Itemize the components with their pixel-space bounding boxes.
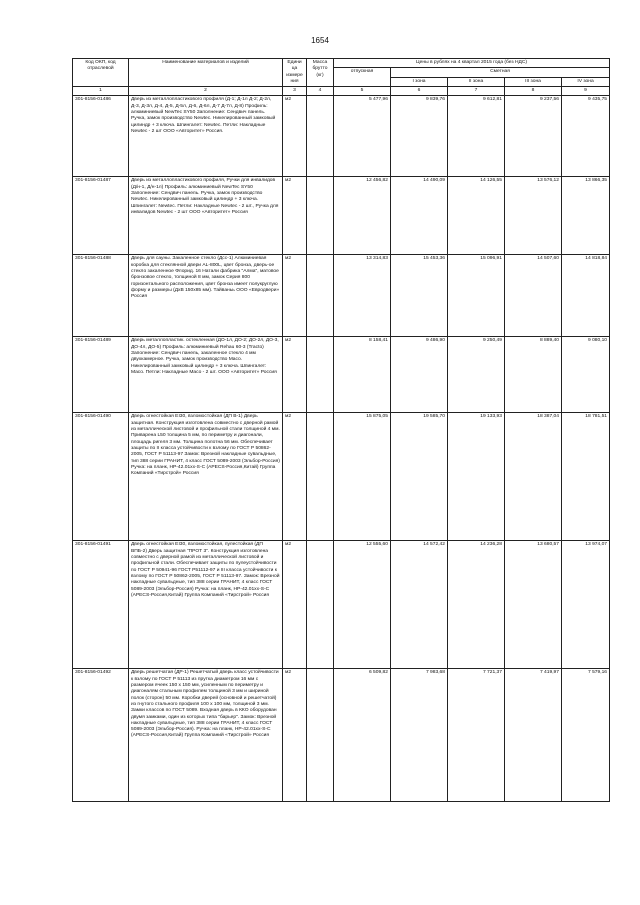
- column-index: 5: [334, 87, 391, 96]
- header-zone-4: IV зона: [562, 77, 610, 86]
- header-unit: Едини ца измере ния: [283, 59, 307, 87]
- header-zone-2: II зона: [448, 77, 505, 86]
- page-number: 1654: [311, 36, 329, 45]
- row-release-price: 6 509,82: [334, 669, 391, 802]
- table-row: [73, 255, 610, 337]
- row-mass: [307, 96, 334, 177]
- row-release-price: 12 456,82: [334, 177, 391, 255]
- row-zone-4-price: 18 781,51: [562, 413, 610, 541]
- row-unit: м2: [283, 337, 307, 413]
- row-release-price: 12 555,60: [334, 541, 391, 669]
- row-zone-1-price: 14 490,09: [391, 177, 448, 255]
- table-row: [73, 541, 610, 669]
- table-row: [73, 413, 610, 541]
- row-unit: м2: [283, 177, 307, 255]
- row-code: 301-8156-01487: [73, 177, 129, 255]
- column-index: 2: [129, 87, 283, 96]
- row-zone-3-price: 9 237,56: [505, 96, 562, 177]
- row-mass: [307, 413, 334, 541]
- row-release-price: 8 158,41: [334, 337, 391, 413]
- column-index: 7: [448, 87, 505, 96]
- table-row: [73, 669, 610, 802]
- row-mass: [307, 255, 334, 337]
- row-description: Дверь из металлопластикового профиля, Ручки для инвалидов (Д/н-1, Д/н-1л) Профиль: алюминиевый NewTec SY50 Заполнение: Сендвич панель. Ручка, замок производство Newtec. Никелированный замковый цилиндр + 3 ключа. Шпингалет: Newtec. Петли: Накладные Newtec - 2 шт., Ручка для инвалидов Newtec - 2 шт ООО «Авторитет» Россия: [129, 177, 283, 255]
- header-row-1: [73, 59, 610, 68]
- row-description: Дверь из металлопластикового профиля (Д-1; Д-1л Д-2; Д-2л, Д-3, Д-3л, Д-4, Д-5, Д-5л, Д-6, Д-6л, Д-7 Д-7л, Д-8) Профиль: алюминиевый NewTec SY50 Заполнение: Сендвич панель. Ручка, замок производство Newtec. Никелированный замковый цилиндр + 3 ключа. Шпингалет: Newtec. Петли: Накладные Newtec - 2 шт ООО «Авторитет» Россия.: [129, 96, 283, 177]
- row-zone-3-price: 13 680,57: [505, 541, 562, 669]
- row-code: 301-8156-01488: [73, 255, 129, 337]
- header-zone-1: I зона: [391, 77, 448, 86]
- row-mass: [307, 337, 334, 413]
- price-table: [72, 58, 610, 802]
- row-zone-2-price: 9 612,81: [448, 96, 505, 177]
- row-zone-2-price: 14 126,55: [448, 177, 505, 255]
- row-description: Дверь решетчатая (ДР-1) Решетчатый дверь класс устойчивости к взлому по ГОСТ Р 51113 из прутка диаметром 16 мм с размером ячеек 150 х 150 мм, усиленным по периметру и диагоналям стальным профилем толщиной 3 мм и шириной полок (сторон) 50 мм. Коробки дверей (основной и решетчатой) из гнутого стального профиля 100 х 100 мм, толщиной 3 мм. Замки классов по ГОСТ 5089. Входная дверь в ККО оборудован двумя замками, один из которых типа "барьер". Замок: Врезной накладные сувальдные, тип 388 серии ГРАНИТ, 4 класс ГОСТ 5089-2003 (Эльбор-Россия). Ручка: на планк, НР-42.01хх-S-С (APECS-Россия,Китай) Группа Компаний «Тирстрой» Россия: [129, 669, 283, 802]
- row-zone-2-price: 14 236,28: [448, 541, 505, 669]
- row-code: 301-8156-01489: [73, 337, 129, 413]
- column-index: 1: [73, 87, 129, 96]
- row-zone-4-price: 7 579,16: [562, 669, 610, 802]
- row-unit: м2: [283, 541, 307, 669]
- header-mass: Масса брутто (кг): [307, 59, 334, 87]
- header-zone-3: III зона: [505, 77, 562, 86]
- row-zone-3-price: 8 889,40: [505, 337, 562, 413]
- row-zone-3-price: 7 419,97: [505, 669, 562, 802]
- row-mass: [307, 669, 334, 802]
- row-zone-2-price: 19 133,93: [448, 413, 505, 541]
- table-row: [73, 337, 610, 413]
- row-unit: м2: [283, 669, 307, 802]
- column-index: 9: [562, 87, 610, 96]
- row-code: 301-8156-01490: [73, 413, 129, 541]
- header-name: Наименование материалов и изделий: [129, 59, 283, 87]
- row-zone-4-price: 9 080,10: [562, 337, 610, 413]
- row-zone-1-price: 9 839,76: [391, 96, 448, 177]
- column-index: 3: [283, 87, 307, 96]
- row-unit: м2: [283, 413, 307, 541]
- row-description: Дверь металлопластик. остекленная (ДО-1л, ДО-2; ДО-2л, ДО-3, ДО-4л, ДО-5) Профиль: алюминиевый Rehau 60-3 (Tracto) Заполнение: Сендвич панель, закаленное стекло 4 мм двухкамерное. Ручка, замок производство Maco. Никелированный замковый цилиндр + 3 ключа. Шпингалет: Maco. Петли: Накладные Maco - 2 шт. ООО «Авторитет» Россия: [129, 337, 283, 413]
- table-row: [73, 177, 610, 255]
- row-zone-2-price: 9 250,49: [448, 337, 505, 413]
- row-zone-1-price: 7 983,68: [391, 669, 448, 802]
- row-zone-1-price: 14 572,42: [391, 541, 448, 669]
- row-code: 301-8156-01491: [73, 541, 129, 669]
- row-zone-4-price: 9 435,75: [562, 96, 610, 177]
- row-description: Дверь огнестойкая EI30, взломостойкая, пулестойкая (ДП ВПБ-2) Дверь защитная "ПРОТ 3". Конструкция изготовлена совместно с дверной рамой из металлической листовой и профильной стали. Обеспечивает защиты по пулеустойчивости по ГОСТ Р 50941-96 ГОСТ Р51112-97 и III класса устойчивости к взлому по ГОСТ Р 50862-2005, ГОСТ Р 51113-97. Замок: Врезной накладные сувальдные, тип 388 серии ГРАНИТ, 4 класс ГОСТ 5089-2003 (Эльбор-Россия) Ручка: на планк, НР-42.01хх-S-С (APECS-Россия,Китай) Группа Компаний «Тирстрой» Россия: [129, 541, 283, 669]
- table-row: [73, 96, 610, 177]
- row-zone-1-price: 19 585,70: [391, 413, 448, 541]
- column-index-row: [73, 87, 610, 96]
- header-price-title: Цены в рублях на 4 квартал 2015 года (без НДС): [334, 59, 610, 68]
- row-zone-1-price: 15 453,36: [391, 255, 448, 337]
- row-release-price: 15 875,05: [334, 413, 391, 541]
- row-mass: [307, 541, 334, 669]
- header-estimated: Сметная: [391, 68, 610, 78]
- row-unit: м2: [283, 96, 307, 177]
- row-release-price: 13 314,83: [334, 255, 391, 337]
- row-zone-4-price: 13 866,35: [562, 177, 610, 255]
- header-release: отпускная: [334, 68, 391, 87]
- row-zone-3-price: 13 576,12: [505, 177, 562, 255]
- row-zone-3-price: 18 387,04: [505, 413, 562, 541]
- header-code: Код ОКП, код отраслевой: [73, 59, 129, 87]
- column-index: 8: [505, 87, 562, 96]
- row-zone-2-price: 7 721,37: [448, 669, 505, 802]
- row-unit: м2: [283, 255, 307, 337]
- row-description: Дверь огнестойкая EI30, взломостойкая (ДП В-1) Дверь защитная. Конструкция изготовлена совместно с дверной рамой из металлической листовой и профильной стали толщиной 4 мм. Приварена L50 толщина 5 мм, по периметру и диагонали, площадь ригеля 3 мм. Толщина полотна 56 мм. Обеспечивает защиты по II класса устойчивости к взлому по ГОСТ Р 50862-2005, ГОСТ Р 51113-97 Замок: Врезной накладные сувальдные, тип 388 серии ГРАНИТ, 4 класс ГОСТ 5089-2003 (Эльбор-Россия) Ручка: на планк, НР-42.01хх-S-С (APECS-Россия,Китай) Группа Компаний «Тирстрой» Россия: [129, 413, 283, 541]
- row-description: Дверь для сауны. Закаленное стекло (Дсс-1) Алюминиевая коробка для стеклянной двери AL-800L, цвет бронза, дверь-ое стекло закаленное Флорид. 16 Натали фабрика "Алма", матовое бронзовое стекло, толщиной 8 мм, замок Серия 800 горизонтального расположения, цвет бронза имеет полукруглую форму и размеры (ДхВ 150х85 мм). Тайваньь ООО «Евродвери» Россия: [129, 255, 283, 337]
- row-zone-2-price: 15 096,91: [448, 255, 505, 337]
- row-mass: [307, 177, 334, 255]
- column-index: 6: [391, 87, 448, 96]
- row-code: 301-8156-01492: [73, 669, 129, 802]
- column-index: 4: [307, 87, 334, 96]
- row-zone-3-price: 14 507,60: [505, 255, 562, 337]
- row-code: 301-8156-01486: [73, 96, 129, 177]
- row-release-price: 5 477,96: [334, 96, 391, 177]
- row-zone-4-price: 14 818,84: [562, 255, 610, 337]
- row-zone-4-price: 13 974,07: [562, 541, 610, 669]
- row-zone-1-price: 9 486,90: [391, 337, 448, 413]
